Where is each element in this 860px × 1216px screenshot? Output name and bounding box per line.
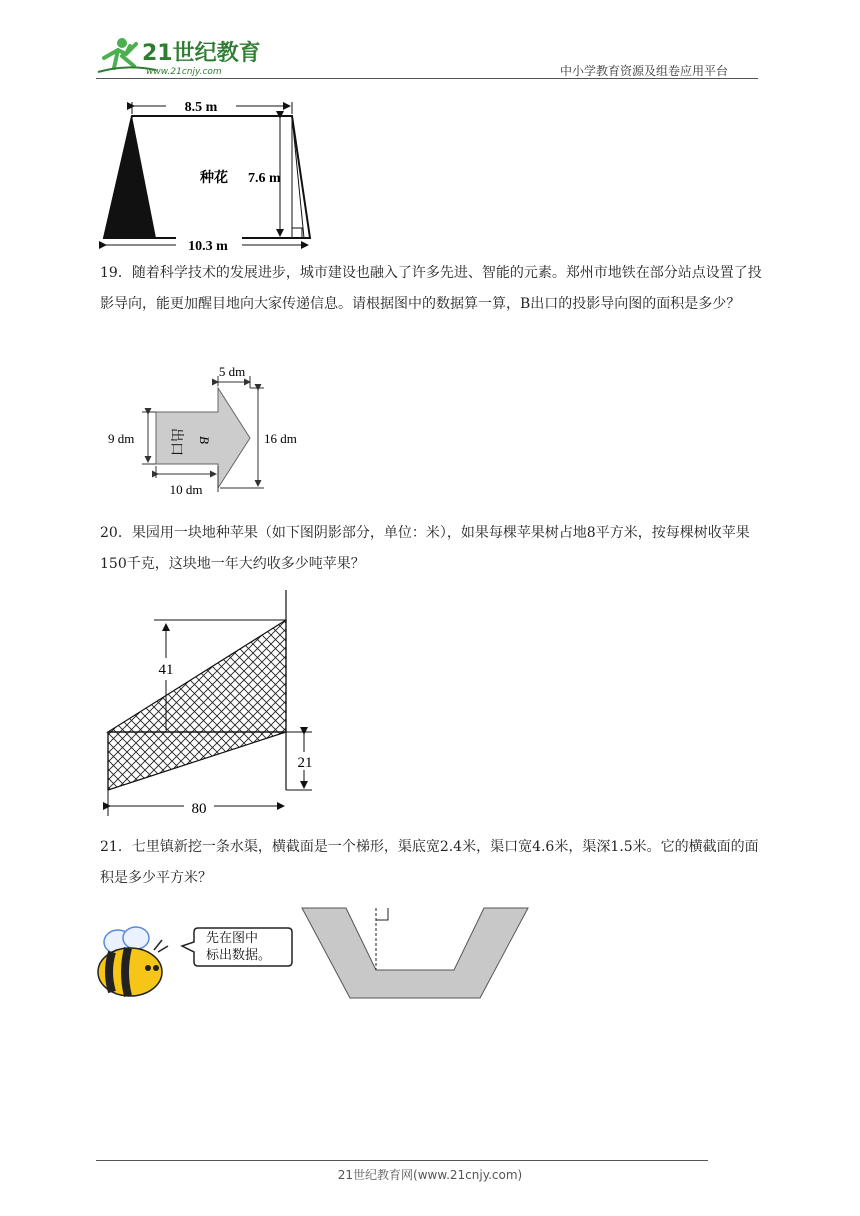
sign-letter-b: B [197,436,212,444]
figure-trapezoid-flowerbed [98,98,318,256]
header-divider [96,78,758,79]
runner-logo-icon [96,34,266,78]
sign-exit-text: 出口 [168,428,184,456]
label-top-width: 8.5 m [184,100,218,115]
speech-bubble [176,924,294,970]
shaded-triangle-left [104,116,156,238]
label-5dm: 5 dm [218,364,246,379]
footer-text: 21世纪教育网(www.21cnjy.com) [337,1168,523,1182]
label-41: 41 [158,662,174,678]
label-10dm: 10 dm [169,482,203,497]
bubble-line-1: 先在图中 [206,931,259,946]
label-9dm: 9 dm [108,431,135,446]
shaded-lower-triangle [108,732,286,790]
figure-exit-arrow-sign [104,362,314,500]
label-80: 80 [191,801,207,817]
label-height: 7.6 m [248,171,281,186]
footer-divider [96,1160,708,1161]
logo-main-text: 21世纪教育 [142,41,261,66]
label-flower-region: 种花 [200,170,228,186]
question-21-text: 21．七里镇新挖一条水渠，横截面是一个梯形，渠底宽2.4米，渠口宽4.6米，渠深1.5米。它的横截面的面积是多少平方米？ [100,839,759,886]
figure-canal-cross-section [298,904,534,1002]
logo-sub-text: www.21cnjy.com [146,67,222,77]
question-20-text: 20．果园用一块地种苹果（如下图阴影部分，单位：米），如果每棵苹果树占地8平方米，按每棵树收苹果150千克，这块地一年大约收多少吨苹果？ [100,525,750,572]
label-21: 21 [297,755,313,771]
shaded-upper-triangle [108,620,286,732]
header-platform-text: 中小学教育资源及组卷应用平台 [560,64,729,78]
figure-orchard-shaded [100,590,330,820]
question-19-text: 19．随着科学技术的发展进步，城市建设也融入了许多先进、智能的元素。郑州市地铁在部分站点设置了投影导向，能更加醒目地向大家传递信息。请根据图中的数据算一算，B出口的投影导向图的面积是多少？ [100,265,762,312]
header-logo [96,34,266,78]
label-bottom-width: 10.3 m [188,239,228,254]
bubble-line-2: 标出数据。 [206,948,272,963]
label-16dm: 16 dm [264,431,297,446]
